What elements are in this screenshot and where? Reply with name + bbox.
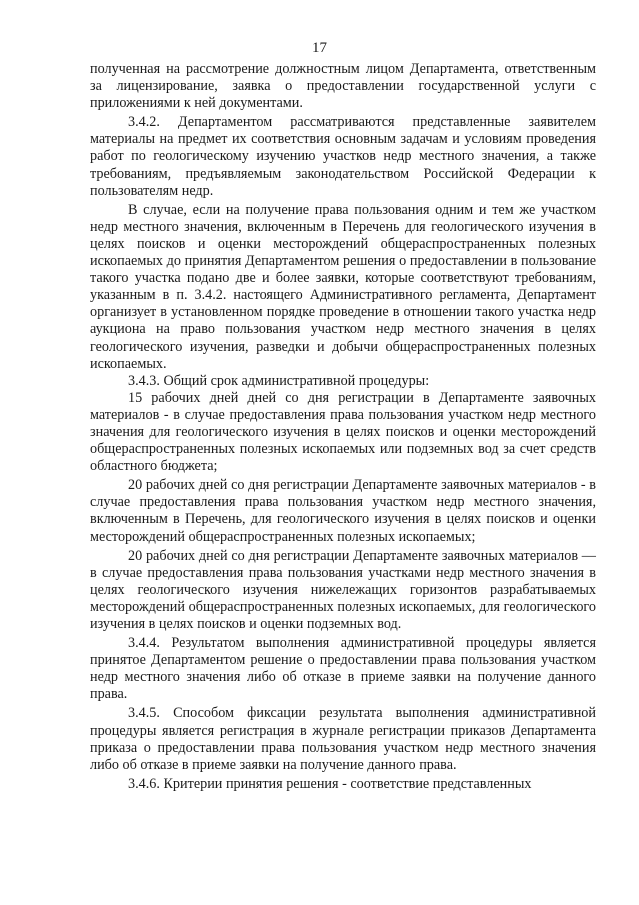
paragraph-3-4-4: 3.4.4. Результатом выполнения административной процедуры является принятое Департаментом решение о предоставлении права пользования участком недр местного значения либо об отказе в приеме заявки на получение данного права.: [90, 635, 596, 703]
paragraph-3-4-5: 3.4.5. Способом фиксации результата выполнения административной процедуры является регистрация в журнале регистрации приказов Департамента приказа о предоставлении права пользования участком недр местного значения либо об отказе в приеме заявки на получение данного права.: [90, 705, 596, 773]
paragraph-3-4-6: 3.4.6. Критерии принятия решения - соответствие представленных: [128, 775, 532, 792]
paragraph-continuation: полученная на рассмотрение должностным лицом Департамента, ответственным за лицензирование, заявка о предоставлении государственной услуги с приложениями к ней документами.: [90, 61, 596, 112]
paragraph-term-20-days-deeper: 20 рабочих дней со дня регистрации Департаменте заявочных материалов — в случае предоставления права пользования участками недр местного значения в целях геологического изучения нижележащих горизонтов разрабатываемых месторождений общераспространенных полезных ископаемых, для геологического изучения в целях поисков и оценки подземных вод.: [90, 547, 596, 632]
paragraph-term-15-days: 15 рабочих дней дней со дня регистрации в Департаменте заявочных материалов - в случае предоставления права пользования участком недр местного значения для геологического изучения в целях поисков и оценки месторождений общераспространенных полезных ископаемых или подземных вод за счет средств областного бюджета;: [90, 389, 596, 475]
paragraph-3-4-2: 3.4.2. Департаментом рассматриваются представленные заявителем материалы на предмет их соответствия основным задачам и условиям проведения работ по геологическому изучению участков недр местного значения, а также требованиям, предъявляемым законодательством Российской Федерации к пользователям недр.: [90, 114, 596, 199]
document-body: [90, 61, 596, 793]
paragraph-3-4-3: 3.4.3. Общий срок административной процедуры:: [128, 372, 430, 389]
paragraph-auction-case: В случае, если на получение права пользования одним и тем же участком недр местного значения, включенным в Перечень для геологического изучения в целях поисков и оценки месторождений общераспространенных полезных ископаемых до принятия Департаментом решения о предоставлении в пользование такого участка подано две и более заявки, которые соответствуют требованиям, указанным в п. 3.4.2. настоящего Административного регламента, Департамент организует в установленном порядке проведение в отношении такого участка недр аукциона на право пользования участком недр местного значения в целях геологического изучения, разведки и добычи общераспространенных полезных ископаемых.: [90, 201, 596, 372]
page-number: 17: [312, 40, 327, 56]
paragraph-term-20-days-list: 20 рабочих дней со дня регистрации Департаменте заявочных материалов - в случае предоставления права пользования участком недр местного значения, включенным в Перечень, для геологического изучения в целях поисков и оценки месторождений общераспространенных полезных ископаемых;: [90, 477, 596, 545]
